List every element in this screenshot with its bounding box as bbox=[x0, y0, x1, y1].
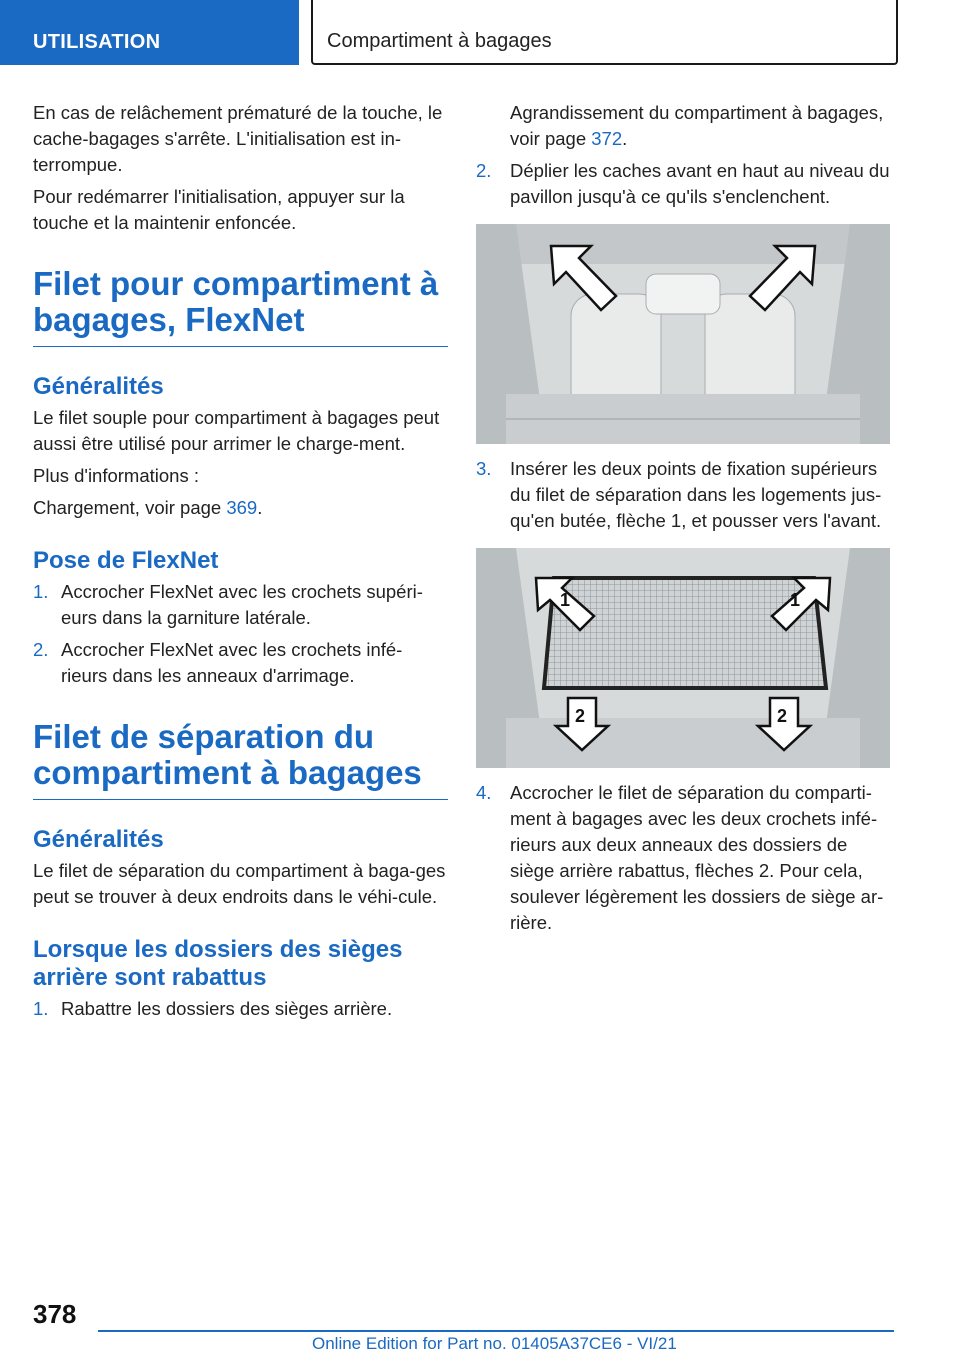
step-text: Accrocher FlexNet avec les crochets infé-rieurs dans les anneaux d'arrimage. bbox=[61, 639, 403, 686]
chargement-prefix: Chargement, voir page bbox=[33, 497, 227, 518]
more-info-text: Plus d'informations : bbox=[33, 465, 199, 486]
list-item bbox=[476, 456, 896, 534]
arrow-label: 2 bbox=[575, 706, 586, 726]
intro-paragraph-1: En cas de relâchement prématuré de la touche, le cache-bagages s'arrête. L'initialisation est in-terrompue. bbox=[33, 102, 443, 175]
agrandissement-reference bbox=[476, 100, 896, 152]
step-text: Déplier les caches avant en haut au niveau du pavillon jusqu'à ce qu'ils s'enclenchent. bbox=[510, 160, 890, 207]
pose-heading: Pose de FlexNet bbox=[33, 547, 219, 574]
edition-text: Online Edition for Part no. 01405A37CE6 - VI/21 bbox=[312, 1334, 677, 1353]
generalites-text-2: Le filet de séparation du compartiment à baga-ges peut se trouver à deux endroits dans le véhi-cule. bbox=[33, 860, 446, 907]
step-number: 2. bbox=[476, 160, 492, 181]
chapter-title: Compartiment à bagages bbox=[327, 30, 552, 52]
step-text: Rabattre les dossiers des sièges arrière. bbox=[61, 998, 393, 1019]
list-item bbox=[33, 996, 448, 1022]
list-item bbox=[33, 637, 448, 689]
illustration-covers-unfolded bbox=[476, 224, 890, 444]
right-column bbox=[476, 100, 896, 942]
intro-paragraph-2: Pour redémarrer l'initialisation, appuyer sur la touche et la maintenir enfoncée. bbox=[33, 186, 405, 233]
page-link-369[interactable]: 369 bbox=[226, 497, 258, 518]
list-item bbox=[33, 579, 448, 631]
step-text: Insérer les deux points de fixation supérieurs du filet de séparation dans les logements jus-qu'en butée, flèche 1, et pousser vers l'avant. bbox=[510, 458, 882, 531]
section-tab bbox=[0, 0, 299, 65]
arrow-label: 2 bbox=[777, 706, 788, 726]
step-text: Accrocher FlexNet avec les crochets supéri-eurs dans la garniture latérale. bbox=[61, 581, 423, 628]
illustration-net-installed bbox=[476, 548, 890, 768]
chapter-header bbox=[311, 0, 898, 65]
arrow-label: 1 bbox=[560, 590, 571, 610]
generalites-heading-1: Généralités bbox=[33, 373, 164, 400]
generalites-text-1: Le filet souple pour compartiment à bagages peut aussi être utilisé pour arrimer le charge-ment. bbox=[33, 407, 440, 454]
list-item bbox=[476, 780, 896, 936]
page-number: 378 bbox=[33, 1299, 77, 1329]
section-title: UTILISATION bbox=[33, 31, 161, 53]
step-number: 2. bbox=[33, 639, 49, 660]
separation-heading: Filet de séparation du compartiment à bagages bbox=[33, 719, 448, 800]
generalites-heading-2: Généralités bbox=[33, 826, 164, 853]
step-number: 3. bbox=[476, 458, 492, 479]
rabattus-heading: Lorsque les dossiers des sièges arrière sont rabattus bbox=[33, 936, 403, 991]
flexnet-heading: Filet pour compartiment à bagages, FlexNet bbox=[33, 266, 448, 347]
step-number: 1. bbox=[33, 998, 49, 1019]
step-text: Accrocher le filet de séparation du comparti-ment à bagages avec les deux crochets infé-rieurs aux deux anneaux des dossiers de siège arrière rabattus, flèches 2. Pour cela, soulever légèrement les dossiers de siège ar-rière. bbox=[510, 782, 884, 933]
agrandissement-prefix: Agrandissement du compartiment à bagages, voir page bbox=[510, 102, 884, 149]
list-item bbox=[476, 158, 896, 210]
step-number: 4. bbox=[476, 782, 492, 803]
footer-divider bbox=[98, 1330, 894, 1332]
chargement-reference bbox=[33, 495, 448, 521]
step-number: 1. bbox=[33, 581, 49, 602]
arrow-label: 1 bbox=[790, 590, 801, 610]
page-link-372[interactable]: 372 bbox=[591, 128, 623, 149]
left-column bbox=[33, 100, 448, 1028]
agrandissement-suffix: . bbox=[622, 128, 628, 149]
chargement-suffix: . bbox=[257, 497, 263, 518]
